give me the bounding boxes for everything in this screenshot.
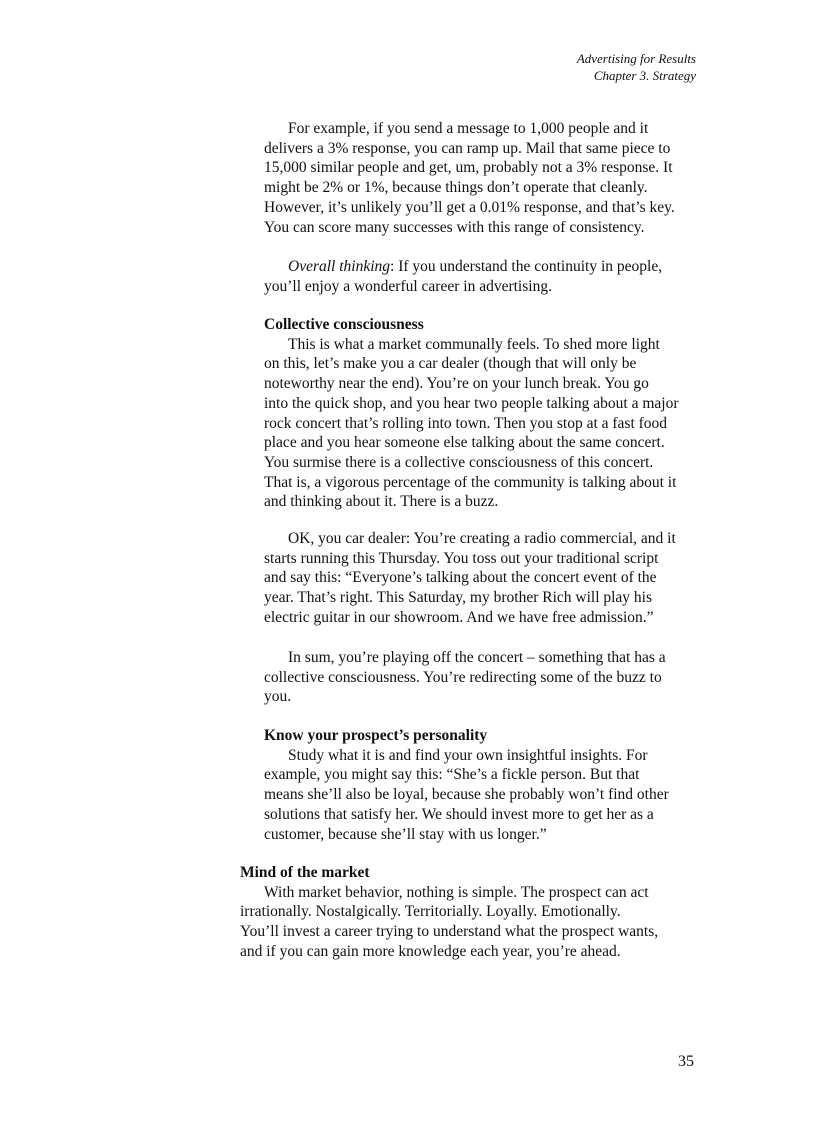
text-line: place and you hear someone else talking about the same concert. [264,434,665,452]
text-line: collective consciousness. You’re redirecting some of the buzz to [264,668,662,686]
text-line: For example, if you send a message to 1,000 people and it [288,120,649,137]
text-line: example, you might say this: “She’s a fickle person. But that [264,766,640,784]
text-line: Study what it is and find your own insightful insights. For [288,746,648,764]
text-line: You’ll invest a career trying to understand what the prospect wants, [240,923,659,941]
paragraph-in-sum [264,648,704,707]
text-line: 15,000 similar people and get, um, probably not a 3% response. It [264,159,673,177]
text-line: on this, let’s make you a car dealer (though that will only be [264,355,637,373]
text-line: you’ll enjoy a wonderful career in advertising. [264,277,552,295]
text-line: That is, a vigorous percentage of the community is talking about it [264,473,677,491]
text-line: You surmise there is a collective consciousness of this concert. [264,453,654,471]
text-line: This is what a market communally feels. To shed more light [288,335,660,353]
paragraph-example [264,119,704,237]
text-line: year. That’s right. This Saturday, my brother Rich will play his [264,589,653,607]
text-line: might be 2% or 1%, because things don’t operate that cleanly. [264,179,648,197]
text-line: However, it’s unlikely you’ll get a 0.01% response, and that’s key. [264,198,675,216]
text-line: solutions that satisfy her. We should invest more to get her as a [264,805,654,823]
book-title: Advertising for Results [576,51,696,66]
text-line: You can score many successes with this range of consistency. [264,218,645,236]
italic-lead: Overall thinking [288,258,391,275]
text-line: OK, you car dealer: You’re creating a radio commercial, and it [288,530,676,547]
text-line: into the quick shop, and you hear two people talking about a major [264,394,679,412]
section-prospect-personality [264,726,704,844]
section-heading: Collective consciousness [264,316,424,333]
text-run: : If you understand the continuity in people, [390,258,663,275]
text-line: rock concert that’s rolling into town. Then you stop at a fast food [264,414,668,432]
running-header [577,50,696,84]
text-line: delivers a 3% response, you can ramp up. Mail that same piece to [264,139,671,157]
text-line: irrationally. Nostalgically. Territorially. Loyally. Emotionally. [240,903,621,921]
text-line: electric guitar in our showroom. And we have free admission.” [264,608,654,626]
text-line: customer, because she’ll stay with us longer.” [264,825,547,843]
section-heading: Mind of the market [240,864,370,881]
text-line: and say this: “Everyone’s talking about the concert event of the [264,569,657,587]
section-heading: Know your prospect’s personality [264,727,488,744]
section-collective-consciousness [264,315,704,512]
paragraph-car-dealer [264,529,704,628]
text-line: you. [264,688,292,706]
text-line: and thinking about it. There is a buzz. [264,493,499,511]
paragraph-overall-thinking [264,257,704,296]
text-line: means she’ll also be loyal, because she probably won’t find other [264,786,669,804]
text-line: and if you can gain more knowledge each year, you’re ahead. [240,942,621,960]
text-line: With market behavior, nothing is simple. The prospect can act [264,883,649,901]
chapter-title: Chapter 3. Strategy [593,68,696,83]
text-line: noteworthy near the end). You’re on your lunch break. You go [264,375,649,393]
text-line [264,257,704,277]
page-number: 35 [678,1053,694,1070]
section-mind-of-market [240,863,704,962]
text-line: In sum, you’re playing off the concert – something that has a [288,649,666,666]
text-line: starts running this Thursday. You toss out your traditional script [264,549,659,567]
